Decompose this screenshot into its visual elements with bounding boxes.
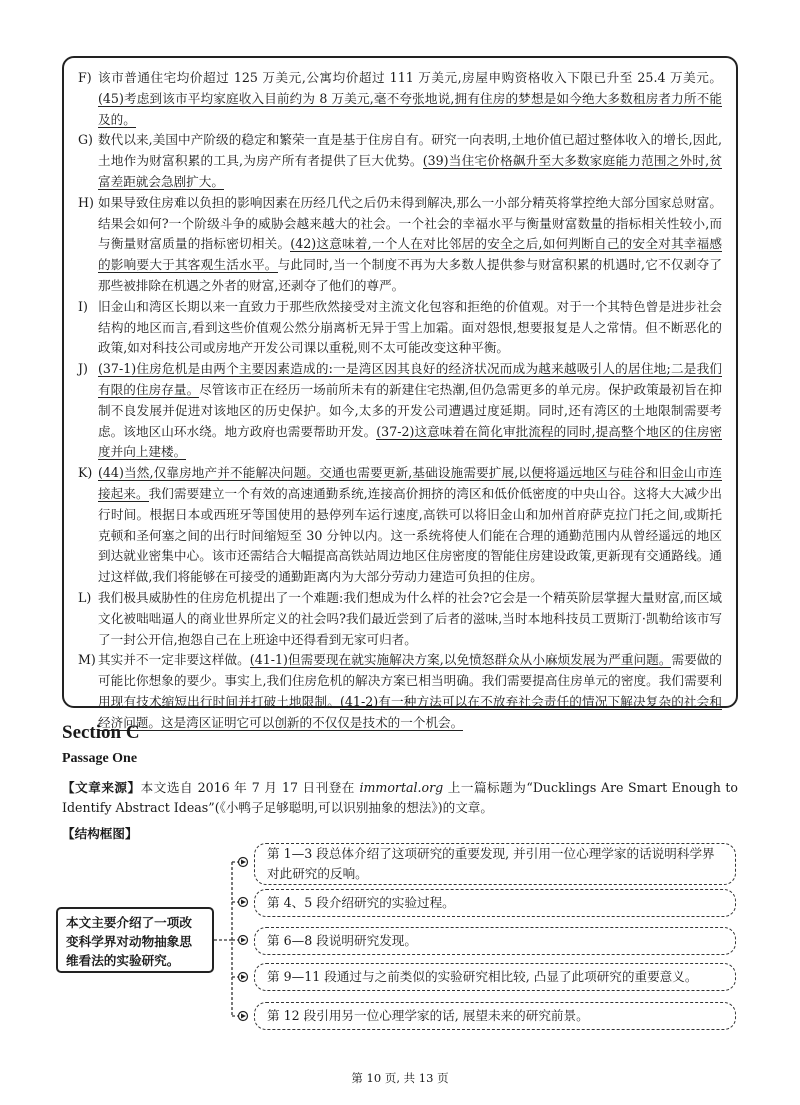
underlined-answer-text: (42)这意味着,一个人在对比邻居的安全之后,如何判断自己的安全对其幸福感的影响要大于其客观生活水平。	[98, 236, 723, 273]
paragraph-label: I)	[78, 298, 88, 314]
paragraph-text: 其实并不一定非要这样做。	[98, 652, 250, 668]
structure-node-2	[254, 889, 736, 917]
passage-title: Passage One	[62, 751, 138, 766]
structure-summary-box: 本文主要介绍了一项改变科学界对动物抽象思维看法的实验研究。	[56, 907, 214, 973]
underlined-answer-text: (41-1)但需要现在就实施解决方案,以免愤怒群众从小麻烦发展为严重问题。	[249, 652, 672, 668]
underlined-answer-text: (37-2)这意味着在简化审批流程的同时,提高整个地区的住房密度并向上建楼。	[98, 423, 723, 460]
structure-node-4	[254, 963, 736, 991]
underlined-answer-text: (37-1)住房危机是由两个主要因素造成的:一是湾区因其良好的经济状况而成为越来越吸引人的居住地;二是我们有限的住房存量。	[98, 361, 722, 397]
paragraph-label: G)	[78, 132, 93, 148]
paragraph-text: 我们需要建立一个有效的高速通勤系统,连接高价拥挤的湾区和低价低密度的中央山谷。这将大大减少出行时间。根据日本或西班牙等国使用的悬停列车运行速度,高铁可以将旧金山和加州首府萨克拉门托之间,或斯托克顿和圣何塞之间的出行时间缩短至 30 分钟以内。这一系统将使人们能在合理的通勤范围内从曾经遥远的地区到达就业密集中心。该市还需结合大幅提高高铁站周边地区住房密度的智能住房建设政策,更新现有交通路线。通过这样做,我们将能够在可接受的通勤距离内为大部分劳动力建造可负担的住房。	[98, 485, 723, 585]
paragraph-text: 数代以来,美国中产阶级的稳定和繁荣一直是基于住房自有。研究一向表明,土地价值已超过整体收入的增长,因此,土地作为财富积累的工具,为房产所有者提供了巨大优势。	[98, 132, 722, 169]
paragraph-label: L)	[78, 589, 92, 605]
paragraph-label: F)	[78, 70, 92, 85]
structure-node-3	[254, 927, 736, 955]
paragraph-text: 我们极具威胁性的住房危机提出了一个难题:我们想成为什么样的社会?它会是一个精英阶层掌握大量财富,而区域文化被咄咄逼人的商业世界所定义的社会吗?我们最近尝到了后者的滋味,当时本地科技员工贾斯汀·凯勒给该市写了一封公开信,抱怨自己在上班途中还得看到无家可归者。	[98, 589, 722, 647]
underlined-answer-text: (44)当然,仅靠房地产并不能解决问题。交通也需要更新,基础设施需要扩展,以便将遥远地区与硅谷和旧金山市连接起来。	[98, 465, 722, 501]
structure-node-text: 第 9—11 段通过与之前类似的实验研究相比较, 凸显了此项研究的重要意义。	[267, 969, 698, 984]
paragraph-label: J)	[78, 361, 88, 377]
source-site: immortal.org	[359, 780, 444, 795]
underlined-answer-text: (39)当住宅价格飙升至大多数家庭能力范围之外时,贫富差距就会急剧扩大。	[98, 153, 722, 189]
paragraph-text: 该市普通住宅均价超过 125 万美元,公寓均价超过 111 万美元,房屋申购资格收入下限已升至 25.4 万美元。	[98, 70, 722, 85]
paragraph-text: 与此同时,当一个制度不再为大多数人提供参与财富积累的机遇时,它不仅剥夺了那些被排除在机遇之外者的财富,还剥夺了他们的尊严。	[98, 257, 722, 293]
underlined-answer-text: (41-2)有一种方法可以在不放弃社会责任的情况下解决复杂的社会和经济问题。这是湾区证明它可以创新的不仅仅是技术的一个机会。	[98, 693, 723, 730]
structure-node-text: 第 6—8 段说明研究发现。	[267, 933, 417, 948]
structure-node-5	[254, 1002, 736, 1030]
underlined-answer-text: (45)考虑到该市平均家庭收入目前约为 8 万美元,毫不夸张地说,拥有住房的梦想是如今绝大多数租房者力所不能及的。	[98, 90, 722, 127]
paragraph-text: 如果导致住房难以负担的影响因素在历经几代之后仍未得到解决,那么一小部分精英将掌控绝大部分国家总财富。结果会如何?一个阶级斗争的威胁会越来越大的社会。一个社会的幸福水平与衡量财富数量的指标相关性较小,而与衡量财富质量的指标密切相关。	[98, 194, 722, 252]
section-title: Section C	[62, 722, 140, 743]
paragraph-text: 旧金山和湾区长期以来一直致力于那些欣然接受对主流文化包容和拒绝的价值观。对于一个其特色曾是进步社会结构的地区而言,看到这些价值观公然分崩离析无异于雪上加霜。面对怨恨,想要报复是人之常情。但不断恶化的政策,如对科技公司或房地产开发公司课以重税,则不太可能改变这种平衡。	[98, 298, 722, 356]
source-text: 本文选自 2016 年 7 月 17 日刊登在	[140, 780, 360, 795]
paragraph-text: 需要做的可能比你想象的要少。事实上,我们住房危机的解决方案已相当明确。我们需要提高住房单元的密度。我们需要利用现有技术缩短出行时间并打破土地限制。	[98, 652, 723, 709]
paragraph-label: H)	[78, 194, 94, 210]
structure-node-text: 第 4、5 段介绍研究的实验过程。	[267, 895, 455, 910]
structure-node-text: 第 1—3 段总体介绍了这项研究的重要发现, 并引用一位心理学家的话说明科学界对此研究的反响。	[267, 846, 715, 881]
paragraph-label: K)	[78, 465, 93, 481]
structure-label: 【结构框图】	[62, 826, 138, 841]
page-footer: 第 10 页, 共 13 页	[351, 1071, 449, 1085]
paragraph-label: M)	[78, 652, 96, 668]
structure-node-text: 第 12 段引用另一位心理学家的话, 展望未来的研究前景。	[267, 1008, 589, 1023]
source-label: 【文章来源】	[62, 780, 141, 795]
source-text: 上一篇标题为“Ducklings Are Smart Enough to Identify Abstract Ideas”(《小鸭子足够聪明,可以识别抽象的想法》)的文章。	[62, 780, 739, 815]
structure-node-1	[254, 843, 736, 885]
paragraph-text: 尽管该市正在经历一场前所未有的新建住宅热潮,但仍急需更多的单元房。保护政策最初旨在抑制不良发展并促进对该地区的历史保护。如今,太多的开发公司遭遇过度延期。同时,还有湾区的土地限制需要考虑。该地区山环水绕。地方政府也需要帮助开发。	[98, 381, 722, 439]
